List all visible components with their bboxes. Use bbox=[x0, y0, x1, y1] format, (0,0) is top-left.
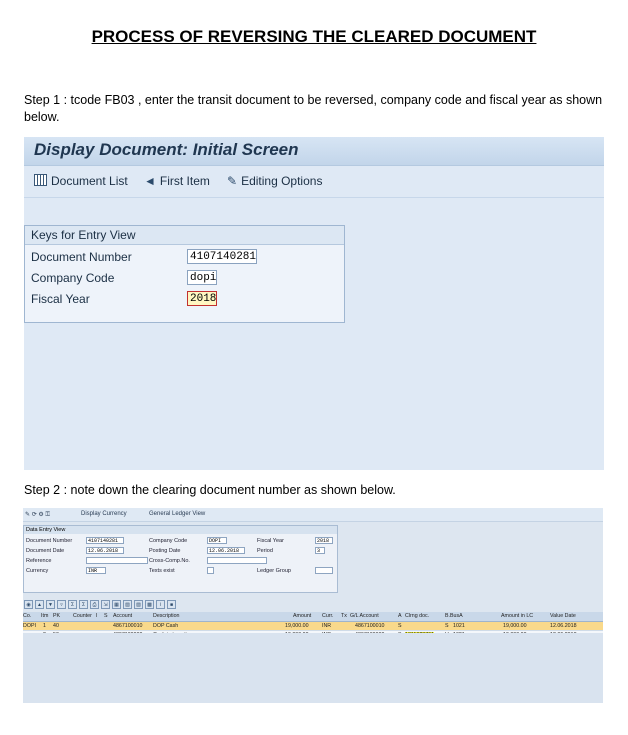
field-currency[interactable]: INR bbox=[86, 567, 106, 574]
filter-icon[interactable]: ▿ bbox=[57, 600, 66, 609]
cell-pk: 40 bbox=[53, 623, 59, 629]
company-code-input[interactable]: dopi bbox=[187, 270, 217, 285]
col-value-date[interactable]: Value Date bbox=[550, 613, 576, 619]
first-item-button[interactable] bbox=[144, 174, 210, 188]
col-itm[interactable]: Itm bbox=[41, 613, 49, 619]
label-reference: Reference bbox=[26, 558, 52, 564]
screenshot-display-document bbox=[23, 508, 603, 703]
col-account[interactable]: Account bbox=[113, 613, 133, 619]
texts-exist-checkbox[interactable] bbox=[207, 567, 214, 574]
field-posting-date[interactable]: 12.06.2018 bbox=[207, 547, 245, 554]
first-item-icon: ◄ bbox=[144, 174, 156, 188]
cell-amount-lc: 19,000.00 bbox=[503, 623, 527, 629]
field-period[interactable]: 3 bbox=[315, 547, 325, 554]
document-list-button[interactable] bbox=[34, 174, 128, 188]
data-entry-view-caption: Data Entry View bbox=[24, 526, 337, 534]
sort-ascending-icon[interactable]: ▲ bbox=[35, 600, 44, 609]
editing-options-button[interactable] bbox=[227, 174, 322, 188]
keys-section-title: Keys for Entry View bbox=[25, 226, 344, 245]
col-description[interactable]: Description bbox=[153, 613, 180, 619]
label-fiscal-year: Fiscal Year bbox=[257, 538, 284, 544]
data-entry-view-header bbox=[23, 525, 338, 593]
list-grid-icon bbox=[34, 174, 47, 186]
total-icon[interactable]: Σ bbox=[68, 600, 77, 609]
field-ledger-group[interactable] bbox=[315, 567, 333, 574]
step-1-text: Step 1 : tcode FB03 , enter the transit document to be reversed, company code and fiscal year as shown below. bbox=[24, 93, 603, 124]
field-cross-comp[interactable] bbox=[207, 557, 267, 564]
export-icon[interactable]: ⇲ bbox=[101, 600, 110, 609]
choose-layout-icon[interactable]: ▧ bbox=[123, 600, 132, 609]
field-fiscal-year[interactable]: 2018 bbox=[315, 537, 333, 544]
label-currency: Currency bbox=[26, 568, 49, 574]
col-clrng-doc[interactable]: Clrng doc. bbox=[405, 613, 430, 619]
col-pk[interactable]: PK bbox=[53, 613, 61, 619]
cell-itm: 1 bbox=[43, 623, 46, 629]
label-texts-exist: Texts exist bbox=[149, 568, 175, 574]
save-layout-icon[interactable]: ▨ bbox=[134, 600, 143, 609]
sort-descending-icon[interactable]: ▼ bbox=[46, 600, 55, 609]
label-document-date: Document Date bbox=[26, 548, 65, 554]
pencil-icon: ✎ bbox=[227, 174, 238, 188]
selection-icon[interactable]: ■ bbox=[167, 600, 176, 609]
col-bus-a[interactable]: B.BusA bbox=[445, 613, 463, 619]
empty-table-area bbox=[23, 633, 603, 703]
col-co[interactable]: Co. bbox=[23, 613, 32, 619]
screen-title-bar bbox=[24, 137, 604, 166]
details-icon[interactable]: ◉ bbox=[24, 600, 33, 609]
step-2-text: Step 2 : note down the clearing document number as shown below. bbox=[24, 483, 396, 497]
col-tx[interactable]: Tx bbox=[341, 613, 347, 619]
table-row[interactable] bbox=[23, 622, 603, 631]
cell-account: 4867100010 bbox=[113, 623, 143, 629]
keys-for-entry-view-group bbox=[24, 225, 345, 323]
cell-dc: S bbox=[445, 623, 449, 629]
screen-title: Display Document: Initial Screen bbox=[34, 140, 299, 159]
document-number-input[interactable]: 4107140281 bbox=[187, 249, 257, 264]
label-company-code: Company Code bbox=[149, 538, 188, 544]
application-toolbar bbox=[24, 167, 604, 198]
graphic-icon[interactable]: ▩ bbox=[145, 600, 154, 609]
col-amount[interactable]: Amount bbox=[293, 613, 312, 619]
info-icon[interactable]: i bbox=[156, 600, 165, 609]
cell-value-date: 12.06.2018 bbox=[550, 623, 577, 629]
editing-options-label: Editing Options bbox=[241, 174, 323, 188]
print-icon[interactable]: ⎙ bbox=[90, 600, 99, 609]
layout-icon[interactable]: ▦ bbox=[112, 600, 121, 609]
display-toolbar bbox=[23, 508, 603, 522]
document-list-label: Document List bbox=[51, 174, 128, 188]
document-title: PROCESS OF REVERSING THE CLEARED DOCUMENT bbox=[91, 27, 537, 46]
document-number-label: Document Number bbox=[31, 250, 132, 264]
col-i[interactable]: I bbox=[96, 613, 98, 619]
display-currency-button[interactable]: Display Currency bbox=[81, 511, 127, 517]
label-cross-comp: Cross-Comp.No. bbox=[149, 558, 190, 564]
fiscal-year-label: Fiscal Year bbox=[31, 292, 90, 306]
subtotal-icon[interactable]: Σ bbox=[79, 600, 88, 609]
col-curr[interactable]: Curr. bbox=[322, 613, 334, 619]
cell-co: DOPI bbox=[23, 623, 36, 629]
general-ledger-view-button[interactable]: General Ledger View bbox=[149, 511, 206, 517]
field-document-number[interactable]: 4107140281 bbox=[86, 537, 124, 544]
col-a[interactable]: A bbox=[398, 613, 402, 619]
fiscal-year-input[interactable]: 2018 bbox=[187, 291, 217, 306]
field-reference[interactable] bbox=[86, 557, 148, 564]
cell-curr: INR bbox=[322, 623, 332, 629]
alv-toolbar bbox=[23, 600, 603, 610]
label-period: Period bbox=[257, 548, 273, 554]
col-s[interactable]: S bbox=[104, 613, 108, 619]
col-amount-lc[interactable]: Amount in LC bbox=[501, 613, 534, 619]
label-document-number: Document Number bbox=[26, 538, 73, 544]
screenshot-initial-screen bbox=[24, 137, 604, 470]
toolbar-small-icons: ✎ ⟳ ⚙ ⚿ bbox=[25, 512, 51, 518]
field-document-date[interactable]: 12.06.2018 bbox=[86, 547, 124, 554]
label-ledger-group: Ledger Group bbox=[257, 568, 291, 574]
cell-a: S bbox=[398, 623, 402, 629]
company-code-label: Company Code bbox=[31, 271, 115, 285]
cell-amount: 19,000.00 bbox=[285, 623, 309, 629]
col-counter[interactable]: Counter bbox=[73, 613, 92, 619]
field-company-code[interactable]: DOPI bbox=[207, 537, 227, 544]
label-posting-date: Posting Date bbox=[149, 548, 181, 554]
col-gl-account[interactable]: G/L Account bbox=[350, 613, 379, 619]
cell-bus-a: 1021 bbox=[453, 623, 465, 629]
table-header bbox=[23, 612, 603, 622]
cell-description: DOP Cash bbox=[153, 623, 179, 629]
first-item-label: First Item bbox=[159, 174, 210, 188]
cell-gl-account: 4867100010 bbox=[355, 623, 385, 629]
